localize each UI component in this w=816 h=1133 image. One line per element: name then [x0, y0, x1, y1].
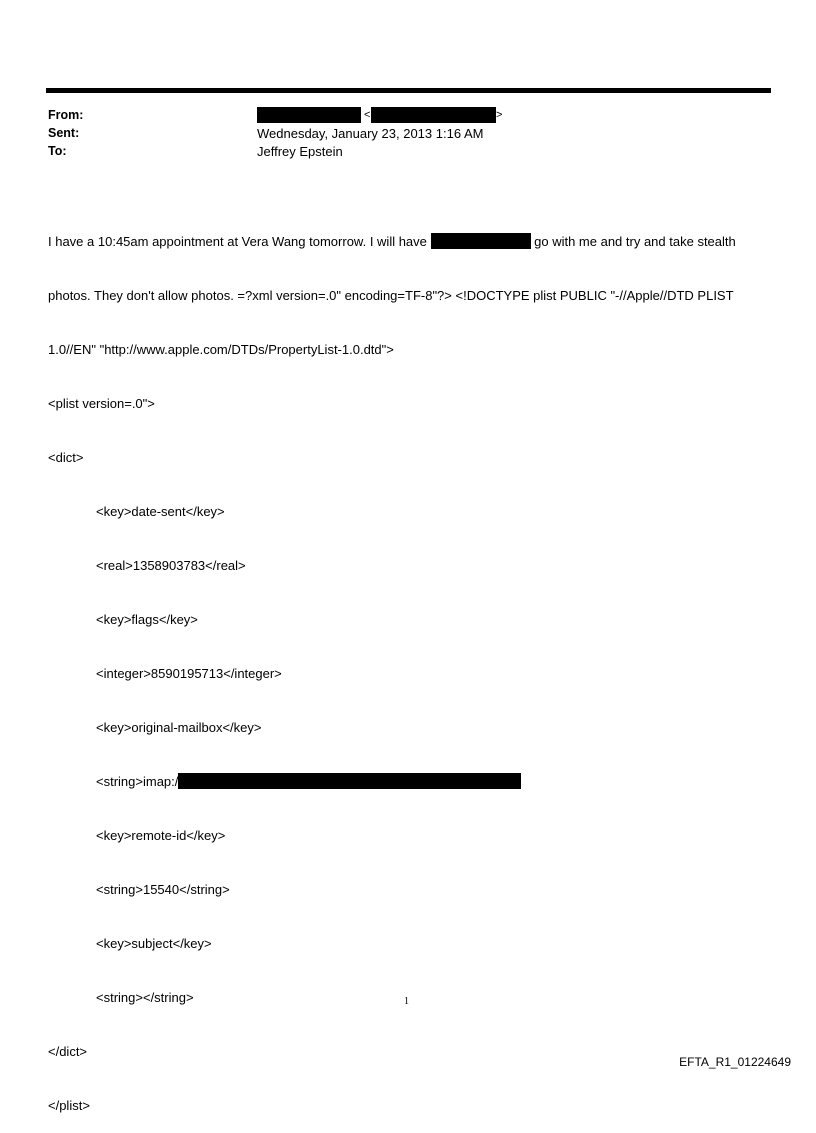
to-value: Jeffrey Epstein	[257, 144, 343, 159]
sent-label: Sent:	[48, 126, 80, 140]
body-text-segment: I have a 10:45am appointment at Vera Wang tomorrow. I will have	[48, 234, 431, 249]
mailbox-redaction	[178, 773, 521, 789]
body-line-5: <dict>	[48, 450, 84, 465]
body-line-12: <key>remote-id</key>	[96, 828, 226, 843]
body-line-7: <real>1358903783</real>	[96, 558, 246, 573]
to-label: To:	[48, 144, 67, 158]
body-name-redaction	[431, 233, 531, 249]
body-line-3: 1.0//EN" "http://www.apple.com/DTDs/PropertyList-1.0.dtd">	[48, 342, 394, 357]
body-line-4: <plist version=.0">	[48, 396, 155, 411]
body-line-9: <integer>8590195713</integer>	[96, 666, 282, 681]
body-line-11	[48, 773, 736, 791]
body-text-segment: <string>imap:/	[96, 774, 179, 789]
from-label: From:	[48, 108, 84, 122]
body-line-15: <string></string>	[96, 990, 194, 1005]
bates-number: EFTA_R1_01224649	[679, 1055, 791, 1069]
body-line-16: </dict>	[48, 1044, 88, 1059]
body-line-6: <key>date-sent</key>	[96, 504, 225, 519]
body-line-10: <key>original-mailbox</key>	[96, 720, 262, 735]
body-line-2: photos. They don't allow photos. =?xml version=.0" encoding=TF-8"?> <!DOCTYPE plist PUBLIC "-//Apple//DTD PLIST	[48, 288, 734, 303]
body-line-17: </plist>	[48, 1098, 90, 1113]
body-line-8: <key>flags</key>	[96, 612, 198, 627]
body-line-1	[48, 233, 736, 251]
header-rule	[46, 88, 771, 93]
page-number: 1	[404, 996, 409, 1007]
body-line-14: <key>subject</key>	[96, 936, 212, 951]
body-text-segment: go with me and try and take stealth	[530, 234, 736, 249]
from-open-angle: <	[364, 109, 371, 121]
from-email-redaction	[371, 107, 496, 123]
email-body	[48, 197, 736, 1133]
from-close-angle: >	[496, 109, 503, 121]
body-line-13: <string>15540</string>	[96, 882, 230, 897]
sent-value: Wednesday, January 23, 2013 1:16 AM	[257, 126, 484, 141]
from-name-redaction	[257, 107, 361, 123]
